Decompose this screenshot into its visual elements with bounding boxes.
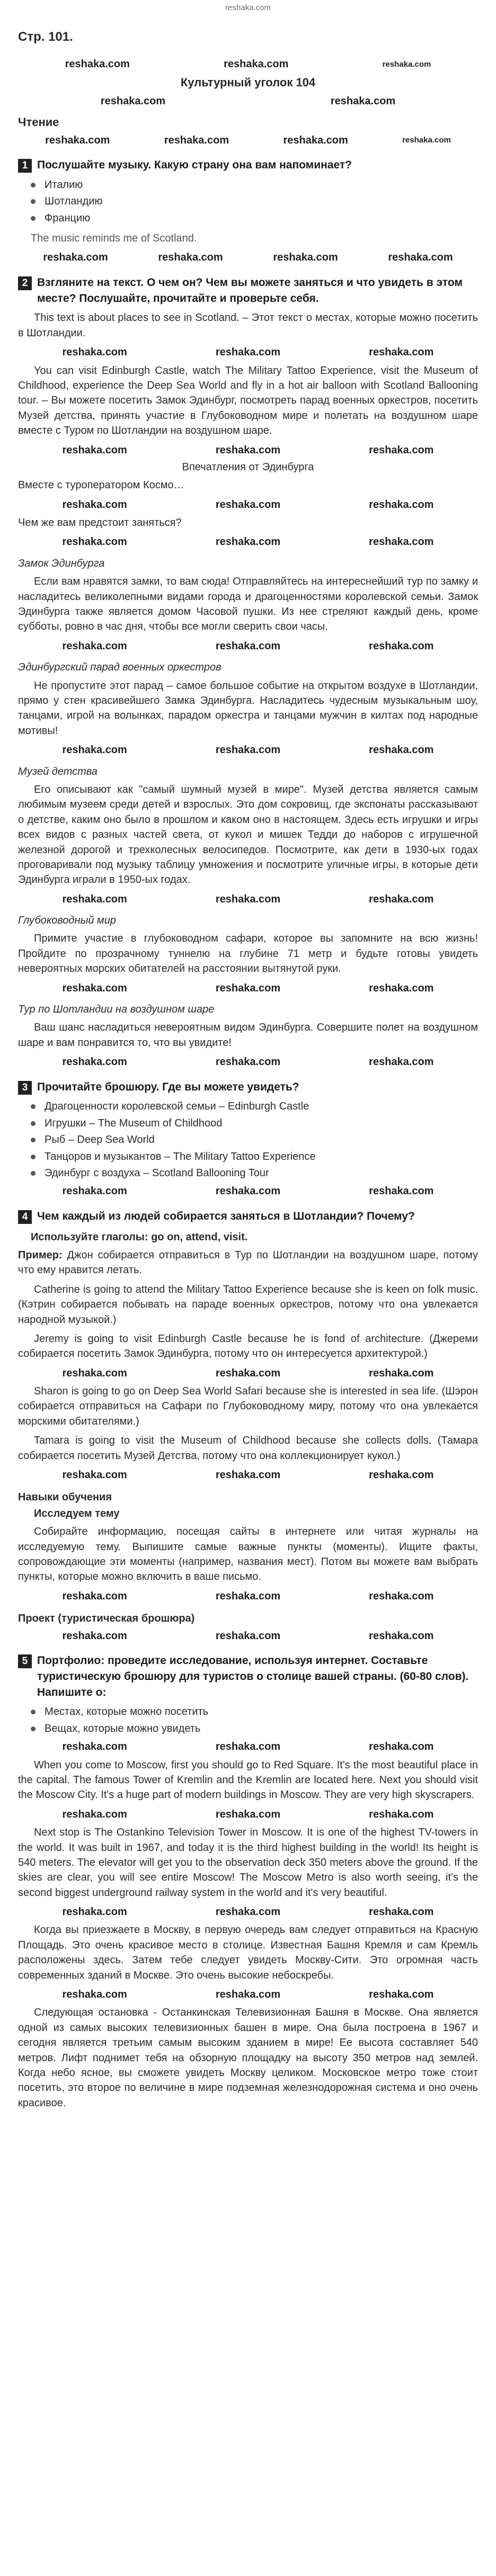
example-paragraph: [18, 1248, 478, 1278]
watermark: reshaka.com: [283, 134, 348, 146]
watermark: reshaka.com: [62, 346, 127, 359]
options-list: [18, 1099, 478, 1180]
watermark: reshaka.com: [100, 95, 166, 107]
watermark: reshaka.com: [62, 1989, 127, 2001]
answer-text: The music reminds me of Scotland.: [31, 232, 197, 244]
watermark: reshaka.com: [369, 982, 434, 994]
watermark: reshaka.com: [215, 1989, 281, 2001]
watermark: reshaka.com: [215, 640, 281, 652]
list-item: Эдинбург с воздуха – Scotland Ballooning Tour: [31, 1166, 478, 1180]
watermark: reshaka.com: [62, 1590, 127, 1602]
watermark-row: [18, 443, 478, 458]
watermark: reshaka.com: [215, 346, 281, 359]
paragraph: Примите участие в глубоководном сафари, которое вы запомните на всю жизнь! Пройдите по прозрачному туннелю на глубине 71 метр и будьте готовы увидеть невероятных морских обитателей на расстоянии вытянутой руки.: [18, 933, 478, 975]
watermark: reshaka.com: [62, 640, 127, 652]
paragraph: Если вам нравятся замки, то вам сюда! Отправляйтесь на интереснейший тур по замку и насладитесь великолепными видами города и драгоценностями королевской семьи. Замок Эдинбурга также является домом Часовой пушки. Из нее стреляют каждый день, кроме субботы, ровно в час дня, чтобы все могли сверить свои часы.: [18, 576, 478, 633]
paragraph: Tamara is going to visit the Museum of Childhood because she collects dolls. (Тамара собирается посетить Музей Детства, потому что она коллекционирует кукол.): [18, 1435, 478, 1462]
paragraph: Когда вы приезжаете в Москву, в первую очередь вам следует отправиться на Красную Площадь. Это очень красивое место в столице. Известная Башня Кремля и сам Кремль расположены здесь. Затем тебе следует увидеть Москву-Сити. Это огромная часть современных зданий в Москве. Это очень высокие небоскребы.: [18, 1924, 478, 1981]
task-question: Прочитайте брошюру. Где вы можете увидеть?: [37, 1080, 299, 1093]
watermark: reshaka.com: [65, 58, 130, 70]
watermark: reshaka.com: [369, 1185, 434, 1197]
watermark: reshaka.com: [215, 893, 281, 905]
list-item: Италию: [31, 177, 478, 192]
subheading: Эдинбургский парад военных оркестров: [18, 661, 222, 674]
list-item: Местах, которые можно посетить: [31, 1704, 478, 1719]
watermark: reshaka.com: [369, 1367, 434, 1379]
watermark: reshaka.com: [62, 1469, 127, 1481]
watermark: reshaka.com: [164, 134, 229, 146]
list-item: Рыб – Deep Sea World: [31, 1132, 478, 1147]
watermark-row: [18, 57, 478, 71]
watermark: reshaka.com: [369, 1630, 434, 1642]
task-question: Портфолио: проведите исследование, используя интернет. Составьте туристическую брошюру для туристов о столице вашей страны. (60-80 слов). Напишите о:: [37, 1654, 469, 1698]
watermark: reshaka.com: [215, 1741, 281, 1753]
watermark: reshaka.com: [369, 744, 434, 756]
watermark: reshaka.com: [215, 982, 281, 994]
watermark: reshaka.com: [369, 1808, 434, 1820]
watermark-row: [18, 534, 478, 549]
watermark: reshaka.com: [215, 1808, 281, 1820]
watermark: reshaka.com: [369, 1590, 434, 1602]
list-item: Шотландию: [31, 194, 478, 209]
paragraph: Не пропустите этот парад – самое большое событие на открытом воздухе в Шотландии, прямо у стен красивейшего Замка Эдинбурга. Насладитесь чудесным музыкальным шоу, танцами, игрой на волынках, парадом оркестра и танцами мужчин в килтах под народные мотивы!: [18, 679, 478, 737]
watermark-row: [18, 497, 478, 512]
watermark-row: [18, 1807, 478, 1822]
watermark: reshaka.com: [215, 1469, 281, 1481]
watermark: reshaka.com: [62, 498, 127, 511]
watermark-row: [18, 1739, 478, 1754]
watermark: reshaka.com: [62, 1808, 127, 1820]
watermark: reshaka.com: [62, 1056, 127, 1068]
watermark: reshaka.com: [215, 744, 281, 756]
watermark: reshaka.com: [388, 252, 453, 264]
task-2: [18, 275, 478, 307]
paragraph: Next stop is The Ostankino Television Tower in Moscow. It is one of the highest TV-towers in the world. It was built in 1967, and today it is the third highest building in the world! Its height is 540 meters. The elevator will get you to the observation deck 350 meters above the ground. If the skies are clear, you will see entire Moscow! The Moscow Metro is also worth seeing, it's the second biggest underground railway system in the world and it's very beautiful.: [18, 1827, 478, 1899]
watermark: reshaka.com: [369, 444, 434, 456]
watermark: reshaka.com: [369, 498, 434, 511]
watermark-row: [18, 1589, 478, 1604]
watermark: reshaka.com: [215, 1367, 281, 1379]
watermark-row: [18, 1629, 478, 1643]
task-5: [18, 1653, 478, 1700]
list-item: Вещах, которые можно увидеть: [31, 1721, 478, 1736]
watermark-row: [18, 250, 478, 265]
watermark: reshaka.com: [369, 893, 434, 905]
watermark: reshaka.com: [215, 498, 281, 511]
watermark-row: [18, 345, 478, 360]
paragraph: Ваш шанс насладиться невероятным видом Эдинбурга. Совершите полет на воздушном шаре и вам понравится то, что вы увидите!: [18, 1022, 478, 1049]
options-list: [18, 1704, 478, 1736]
watermark: reshaka.com: [62, 1741, 127, 1753]
watermark: reshaka.com: [215, 444, 281, 456]
paragraph: You can visit Edinburgh Castle, watch The Military Tattoo Experience, visit the Museum of Childhood, experience the Deep Sea World and fly in a hot air balloon with Scotland Ballooning tour. – Вы можете посетить Замок Эдинбург, посмотреть парад военных оркестров, посетить Музей детства, принять участие в Глубоководном мире и полетать на воздушном шаре вместе с Туром по Шотландии на воздушном шаре.: [18, 364, 478, 437]
task-number-badge: 3: [18, 1081, 32, 1095]
subheading: Музей детства: [18, 765, 98, 777]
task-number-badge: 4: [18, 1210, 32, 1224]
project-title: Проект (туристическая брошюра): [18, 1613, 195, 1625]
watermark: reshaka.com: [215, 1185, 281, 1197]
paragraph: Его описывают как "самый шумный музей в мире". Музей детства является самым любимым музеем среди детей и взрослых. Это дом сокровищ, где экспонаты рассказывают о детстве, каким оно было в прошлом и каком оно в настоящем. Здесь есть игрушки и игры всех видов с разных частей света, от кукол и мишек Тедди до наборов с игрушечной железной дорогой и трехколесных велосипедов. Посмотрите, как дети в 1930-ых годах проговаривали под музыку таблицу умножения и посмотрите уличные игры, в которые дети Эдинбурга играли в 1950-ых годах.: [18, 783, 478, 886]
paragraph: Sharon is going to go on Deep Sea World Safari because she is interested in sea life. (Шэрон собирается отправиться на Сафари по Глубоководному миру, потому что она увлекается морскими обитателями.): [18, 1385, 478, 1427]
impressions-title: Впечатления от Эдинбурга: [182, 461, 314, 473]
study-skills-title: Навыки обучения: [18, 1491, 112, 1504]
example-text: Джон собирается отправиться в Тур по Шотландии на воздушном шаре, потому что ему нравится летать.: [18, 1249, 479, 1276]
subheading: Тур по Шотландии на воздушном шаре: [18, 1004, 215, 1016]
task-4: [18, 1209, 478, 1224]
watermark: reshaka.com: [45, 134, 110, 146]
watermark: reshaka.com: [215, 1590, 281, 1602]
watermark: reshaka.com: [369, 640, 434, 652]
reading-label: Чтение: [18, 115, 59, 129]
list-item: Францию: [31, 211, 478, 226]
paragraph: Jeremy is going to visit Edinburgh Castle because he is fond of architecture. (Джереми собирается посетить Замок Эдинбурга, потому что он интересуется архитектурой.): [18, 1332, 478, 1360]
watermark: reshaka.com: [62, 744, 127, 756]
watermark: reshaka.com: [402, 136, 451, 145]
watermark: reshaka.com: [62, 1906, 127, 1918]
task-1: [18, 157, 478, 173]
task-number-badge: 1: [18, 159, 32, 173]
paragraph: Собирайте информацию, посещая сайты в интернете или читая журналы на исследуемую тему. Выпишите самые важные пункты (моменты). Ищите факты, сопровождающие эти моменты (например, названия мест). Потом вы можете вам выбрать пункты, которые можно включить в ваше письмо.: [18, 1526, 478, 1583]
subheading: Глубоководный мир: [18, 915, 116, 927]
watermark: reshaka.com: [273, 252, 338, 264]
watermark: reshaka.com: [382, 59, 431, 69]
watermark: reshaka.com: [369, 346, 434, 359]
watermark-row: [18, 1468, 478, 1482]
watermark-row: [18, 1366, 478, 1381]
watermark: reshaka.com: [62, 1630, 127, 1642]
task-number-badge: 5: [18, 1654, 32, 1668]
watermark: reshaka.com: [330, 95, 396, 107]
task-3: [18, 1079, 478, 1095]
paragraph: Catherine is going to attend the Military Tattoo Experience because she is keen on folk music. (Кэтрин собирается побывать на параде военных оркестров, потому что она увлекается народной музыкой.): [18, 1283, 478, 1326]
watermark-row: [18, 1184, 478, 1198]
watermark: reshaka.com: [62, 1367, 127, 1379]
watermark-row: [18, 1987, 478, 2002]
task-number-badge: 2: [18, 276, 32, 290]
task-question: Послушайте музыку. Какую страну она вам напоминает?: [37, 159, 352, 172]
watermark-row: [18, 94, 478, 109]
task-question: Чем каждый из людей собирается заняться в Шотландии? Почему?: [37, 1210, 415, 1222]
list-item: Драгоценности королевской семьи – Edinburgh Castle: [31, 1099, 478, 1114]
watermark: reshaka.com: [369, 1741, 434, 1753]
paragraph: Следующая остановка - Останкинская Телевизионная Башня в Москве. Она является одной из самых высоких телевизионных башен в мире. Она была построена в 1967 и сегодня является третьим самым высоким зданием в мире! Ее высота составляет 540 метров. Лифт поднимет тебя на обзорную площадку на высоту 350 метров над землей. Когда небо ясное, вы сможете увидеть Москву целиком. Московское метро тоже стоит посетить, это второе по величине в мире подземная железнодорожная система и оно очень красивое.: [18, 2007, 478, 2109]
paragraph: When you come to Moscow, first you should go to Red Square. It's the most beautiful place in the capital. The famous Tower of Kremlin and the Kremlin are located here. Next you should visit the Moscow City. It's a huge part of modern buildings in Moscow. They are very high skyscrapers.: [18, 1759, 478, 1801]
watermark-row: [18, 1054, 478, 1069]
watermark: reshaka.com: [215, 1906, 281, 1918]
watermark: reshaka.com: [62, 893, 127, 905]
watermark: reshaka.com: [369, 1989, 434, 2001]
paragraph: Вместе с туроператором Космо…: [18, 479, 184, 491]
watermark: reshaka.com: [215, 1056, 281, 1068]
list-item: Игрушки – The Museum of Childhood: [31, 1116, 478, 1131]
watermark: reshaka.com: [215, 536, 281, 548]
watermark: reshaka.com: [62, 444, 127, 456]
site-header[interactable]: reshaka.com: [225, 3, 271, 12]
page-number: Стр. 101.: [18, 30, 73, 44]
watermark-row: [18, 892, 478, 907]
task-question: Взгляните на текст. О чем он? Чем вы можете заняться и что увидеть в этом месте? Послушайте, прочитайте и проверьте себя.: [37, 276, 463, 305]
watermark: reshaka.com: [369, 1469, 434, 1481]
watermark: reshaka.com: [43, 252, 108, 264]
watermark: reshaka.com: [369, 1056, 434, 1068]
watermark: reshaka.com: [158, 252, 223, 264]
watermark: reshaka.com: [62, 982, 127, 994]
watermark: reshaka.com: [369, 1906, 434, 1918]
example-label: Пример:: [18, 1249, 63, 1261]
watermark: reshaka.com: [369, 536, 434, 548]
watermark-row: [18, 639, 478, 654]
watermark-row: [18, 743, 478, 757]
watermark: reshaka.com: [224, 58, 289, 70]
subheading: Замок Эдинбурга: [18, 557, 105, 569]
watermark: reshaka.com: [62, 1185, 127, 1197]
study-skills-subtitle: Исследуем тему: [34, 1507, 120, 1519]
verbs-hint: Используйте глаголы: go on, attend, visit.: [31, 1231, 248, 1243]
watermark: reshaka.com: [62, 536, 127, 548]
paragraph: Чем же вам предстоит заняться?: [18, 517, 182, 529]
list-item: Танцоров и музыкантов – The Military Tattoo Experience: [31, 1149, 478, 1164]
watermark-row: [18, 133, 478, 148]
watermark-row: [18, 981, 478, 996]
options-list: [18, 177, 478, 226]
watermark-row: [18, 1904, 478, 1919]
section-title: Культурный уголок 104: [180, 75, 316, 89]
paragraph: This text is about places to see in Scotland. – Этот текст о местах, которые можно посетить в Шотландии.: [18, 312, 478, 339]
watermark: reshaka.com: [215, 1630, 281, 1642]
